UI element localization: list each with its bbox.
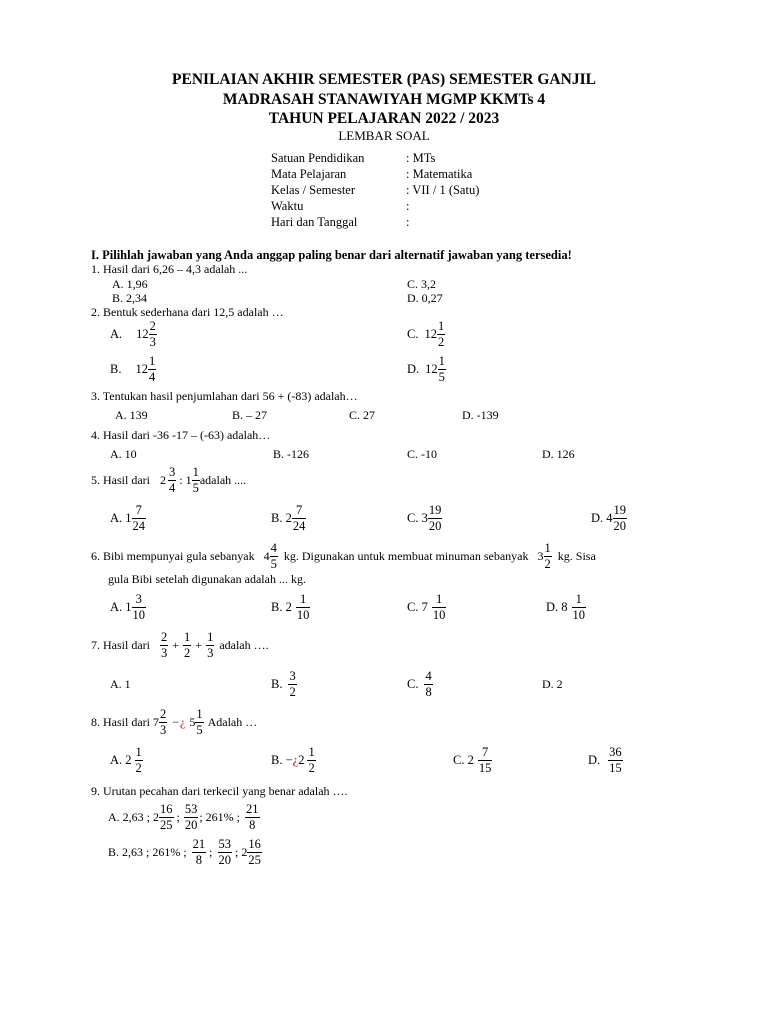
q2-option-d: D. 12 $\frac{1}{5}$: [407, 354, 445, 384]
question-3: 3. Tentukan hasil penjumlahan dari 56 + (-83) adalah…: [91, 389, 358, 403]
fraction: $\frac{2}{3}$: [161, 630, 168, 660]
fraction: $\frac{1}{2}$: [308, 745, 315, 775]
fraction: $\frac{1}{4}$: [148, 354, 156, 384]
header-line-2: MADRASAH STANAWIYAH MGMP KKMTs 4: [222, 91, 546, 108]
fraction: $\frac{7}{15}$: [478, 745, 492, 775]
fraction: $\frac{2}{3}$: [160, 707, 167, 737]
q8-option-b: B. − ¿ 2 $\frac{1}{2}$: [271, 745, 315, 775]
fraction: $\frac{19}{20}$: [428, 503, 442, 533]
info-value: : VII / 1 (Satu): [406, 183, 480, 197]
q3-option-a: A. 139: [115, 408, 148, 422]
fraction: $\frac{1}{2}$: [544, 541, 551, 571]
fraction: $\frac{1}{3}$: [207, 630, 214, 660]
q7-option-a: A. 1: [110, 677, 131, 691]
question-4: 4. Hasil dari -36 -17 – (-63) adalah…: [91, 428, 271, 442]
info-value: :: [406, 199, 410, 213]
q9-option-a: A. 2,63 ; 2 $\frac{16}{25}$ ; $\frac{53}{20}$ ; 261% ; $\frac{21}{8}$: [108, 802, 259, 832]
q2-option-a: A. 12 $\frac{2}{3}$: [110, 319, 156, 349]
info-value: : MTs: [406, 151, 436, 165]
question-2: 2. Bentuk sederhana dari 12,5 adalah …: [91, 305, 284, 319]
q1-option-c: C. 3,2: [407, 277, 437, 291]
q6-option-d: D. 8 $\frac{1}{10}$: [546, 592, 586, 622]
fraction: $\frac{4}{5}$: [270, 541, 277, 571]
info-label: Mata Pelajaran: [271, 167, 347, 181]
fraction: $\frac{4}{8}$: [425, 669, 432, 699]
fraction: $\frac{1}{2}$: [437, 319, 445, 349]
fraction: $\frac{1}{10}$: [432, 592, 446, 622]
fraction: $\frac{16}{25}$: [160, 802, 173, 832]
fraction: $\frac{53}{20}$: [184, 802, 198, 832]
fraction: $\frac{36}{15}$: [609, 745, 622, 775]
question-6: 6. Bibi mempunyai gula sebanyak 4 $\frac{4}{5}$ kg. Digunakan untuk membuat minuman sebanyak 3 $\frac{1}{2}$ kg. Sisa: [91, 541, 596, 571]
q6-option-b: B. 2 $\frac{1}{10}$: [271, 592, 310, 622]
fraction: $\frac{2}{3}$: [149, 319, 156, 349]
info-value: : Matematika: [406, 167, 473, 181]
q5-option-b: B. 2 $\frac{7}{24}$: [271, 503, 306, 533]
question-5: 5. Hasil dari 2 $\frac{3}{4}$ : 1 $\frac{1}{5}$ adalah ....: [91, 465, 247, 495]
subtitle: LEMBAR SOAL: [338, 128, 430, 143]
fraction: $\frac{1}{5}$: [192, 465, 199, 495]
fraction: $\frac{3}{4}$: [169, 465, 176, 495]
q3-option-c: C. 27: [349, 408, 376, 422]
q8-option-d: D. $\frac{36}{15}$: [588, 745, 622, 775]
q4-option-d: D. 126: [542, 447, 575, 461]
fraction: $\frac{16}{25}$: [248, 837, 261, 867]
fraction: $\frac{1}{5}$: [438, 354, 445, 384]
q8-option-a: A. 2 $\frac{1}{2}$: [110, 745, 142, 775]
info-label: Satuan Pendidikan: [271, 151, 365, 165]
q2-option-c: C. 12 $\frac{1}{2}$: [407, 319, 445, 349]
q7-option-c: C. $\frac{4}{8}$: [407, 669, 432, 699]
question-1: 1. Hasil dari 6,26 – 4,3 adalah ...: [91, 262, 248, 276]
q5-option-a: A. 1 $\frac{7}{24}$: [110, 503, 146, 533]
q4-option-c: C. -10: [407, 447, 437, 461]
fraction: $\frac{7}{24}$: [132, 503, 146, 533]
q1-option-b: B. 2,34: [112, 291, 148, 305]
header-line-3: TAHUN PELAJARAN 2022 / 2023: [268, 110, 500, 127]
fraction: $\frac{7}{24}$: [292, 503, 306, 533]
q8-option-c: C. 2 $\frac{7}{15}$: [453, 745, 492, 775]
q7-option-b: B. $\frac{3}{2}$: [271, 669, 296, 699]
q3-option-b: B. – 27: [232, 408, 268, 422]
info-value: :: [406, 215, 410, 229]
q7-option-d: D. 2: [542, 677, 563, 691]
q6-option-a: A. 1 $\frac{3}{10}$: [110, 592, 146, 622]
question-8: 8. Hasil dari 7 $\frac{2}{3}$ − ¿ 5 $\frac{1}{5}$ Adalah …: [91, 707, 258, 737]
info-label: Hari dan Tanggal: [271, 215, 358, 229]
fraction: $\frac{1}{10}$: [572, 592, 586, 622]
fraction: $\frac{3}{2}$: [289, 669, 296, 699]
q3-option-d: D. -139: [462, 408, 499, 422]
q5-option-c: C. 3 $\frac{19}{20}$: [407, 503, 442, 533]
fraction: $\frac{21}{8}$: [192, 837, 206, 867]
fraction: $\frac{1}{2}$: [184, 630, 191, 660]
info-label: Waktu: [271, 199, 304, 213]
question-9: 9. Urutan pecahan dari terkecil yang benar adalah ….: [91, 784, 348, 798]
fraction: $\frac{1}{2}$: [135, 745, 142, 775]
q4-option-a: A. 10: [110, 447, 137, 461]
q2-option-b: B. 12 $\frac{1}{4}$: [110, 354, 156, 384]
q5-option-d: D. 4 $\frac{19}{20}$: [591, 503, 627, 533]
fraction: $\frac{21}{8}$: [246, 802, 259, 832]
fraction: $\frac{53}{20}$: [218, 837, 232, 867]
fraction: $\frac{19}{20}$: [613, 503, 627, 533]
q1-option-a: A. 1,96: [112, 277, 148, 291]
fraction: $\frac{1}{5}$: [196, 707, 203, 737]
fraction: $\frac{1}{10}$: [296, 592, 310, 622]
question-6-line-2: gula Bibi setelah digunakan adalah ... kg.: [108, 572, 306, 586]
q1-option-d: D. 0,27: [407, 291, 443, 305]
q4-option-b: B. -126: [273, 447, 309, 461]
q6-option-c: C. 7 $\frac{1}{10}$: [407, 592, 446, 622]
section-instruction: I. Pilihlah jawaban yang Anda anggap paling benar dari alternatif jawaban yang tersedia!: [91, 248, 572, 262]
info-label: Kelas / Semester: [271, 183, 356, 197]
q9-option-b: B. 2,63 ; 261% ; $\frac{21}{8}$ ; $\frac{53}{20}$ ; 2 $\frac{16}{25}$: [108, 837, 261, 867]
header-line-1: PENILAIAN AKHIR SEMESTER (PAS) SEMESTER GANJIL: [172, 71, 596, 88]
fraction: $\frac{3}{10}$: [132, 592, 146, 622]
question-7: 7. Hasil dari $\frac{2}{3}$ + $\frac{1}{2}$ + $\frac{1}{3}$ adalah ….: [91, 630, 269, 660]
